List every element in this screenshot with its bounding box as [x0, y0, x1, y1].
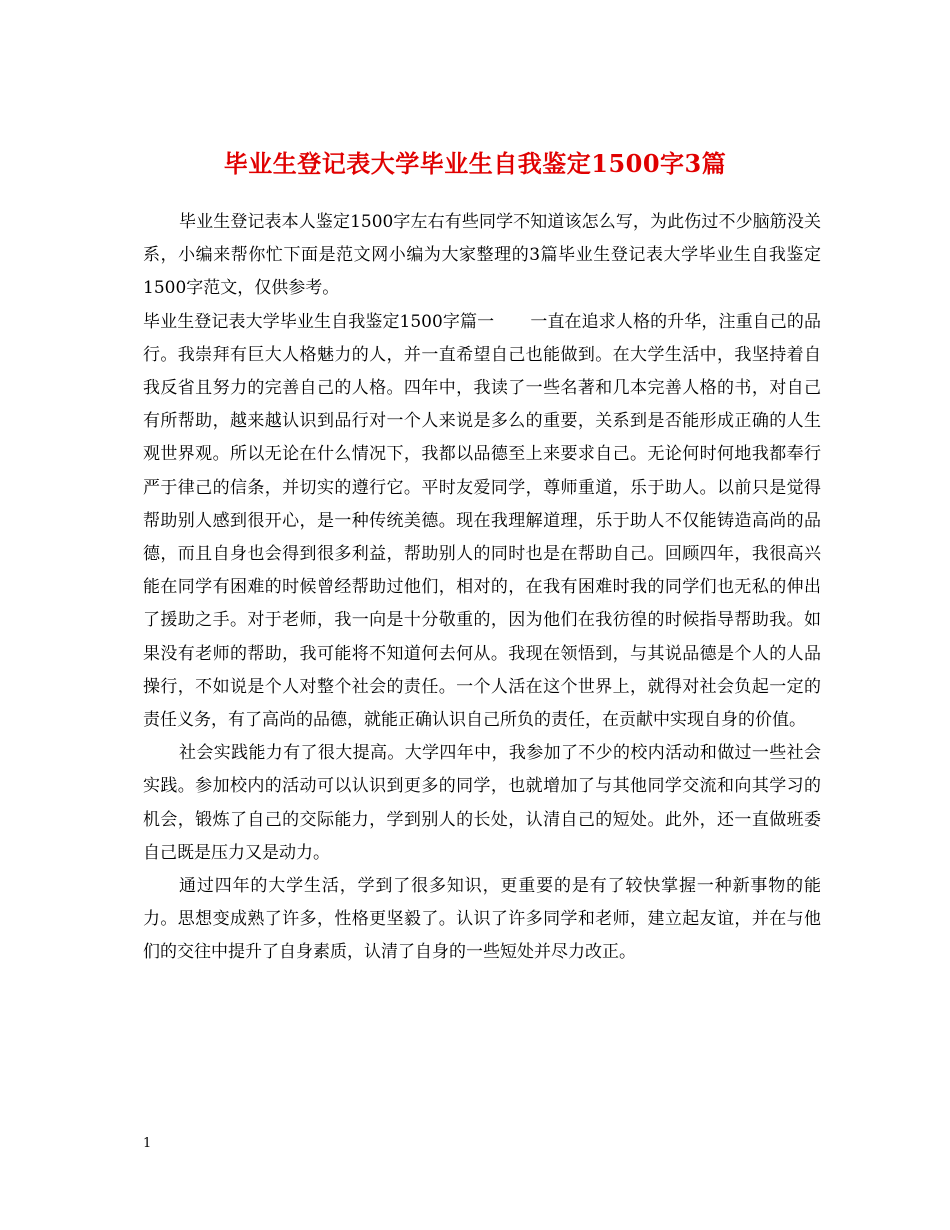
section-heading: 毕业生登记表大学毕业生自我鉴定1500字篇一 [143, 311, 495, 332]
document-title: 毕业生登记表大学毕业生自我鉴定1500字3篇 [223, 149, 727, 179]
document-body [143, 206, 821, 970]
paragraph-1: 一直在追求人格的升华，注重自己的品行。我崇拜有巨大人格魅力的人，并一直希望自己也能做到。在大学生活中，我坚持着自我反省且努力的完善自己的人格。四年中，我读了一些名著和几本完善人格的书，对自己有所帮助，越来越认识到品行对一个人来说是多么的重要，关系到是否能形成正确的人生观世界观。所以无论在什么情况下，我都以品德至上来要求自己。无论何时何地我都奉行严于律己的信条，并切实的遵行它。平时友爱同学，尊师重道，乐于助人。以前只是觉得帮助别人感到很开心，是一种传统美德。现在我理解道理，乐于助人不仅能铸造高尚的品德，而且自身也会得到很多利益，帮助别人的同时也是在帮助自己。回顾四年，我很高兴能在同学有困难的时候曾经帮助过他们，相对的，在我有困难时我的同学们也无私的伸出了援助之手。对于老师，我一向是十分敬重的，因为他们在我彷徨的时候指导帮助我。如果没有老师的帮助，我可能将不知道何去何从。我现在领悟到，与其说品德是个人的人品操行，不如说是个人对整个社会的责任。一个人活在这个世界上，就得对社会负起一定的责任义务，有了高尚的品德，就能正确认识自己所负的责任，在贡献中实现自身的价值。 [143, 311, 821, 731]
paragraph-3: 通过四年的大学生活，学到了很多知识，更重要的是有了较快掌握一种新事物的能力。思想变成熟了许多，性格更坚毅了。认识了许多同学和老师，建立起友谊，并在与他们的交往中提升了自身素质，认清了自身的一些短处并尽力改正。 [143, 876, 821, 963]
intro-paragraph: 毕业生登记表本人鉴定1500字左右有些同学不知道该怎么写，为此伤过不少脑筋没关系，小编来帮你忙下面是范文网小编为大家整理的3篇毕业生登记表大学毕业生自我鉴定1500字范文，仅供参考。 [143, 212, 821, 299]
section-paragraph [143, 306, 821, 738]
page-number: 1 [143, 1136, 152, 1151]
paragraph-2: 社会实践能力有了很大提高。大学四年中，我参加了不少的校内活动和做过一些社会实践。参加校内的活动可以认识到更多的同学，也就增加了与其他同学交流和向其学习的机会，锻炼了自己的交际能力，学到别人的长处，认清自己的短处。此外，还一直做班委自己既是压力又是动力。 [143, 743, 821, 863]
